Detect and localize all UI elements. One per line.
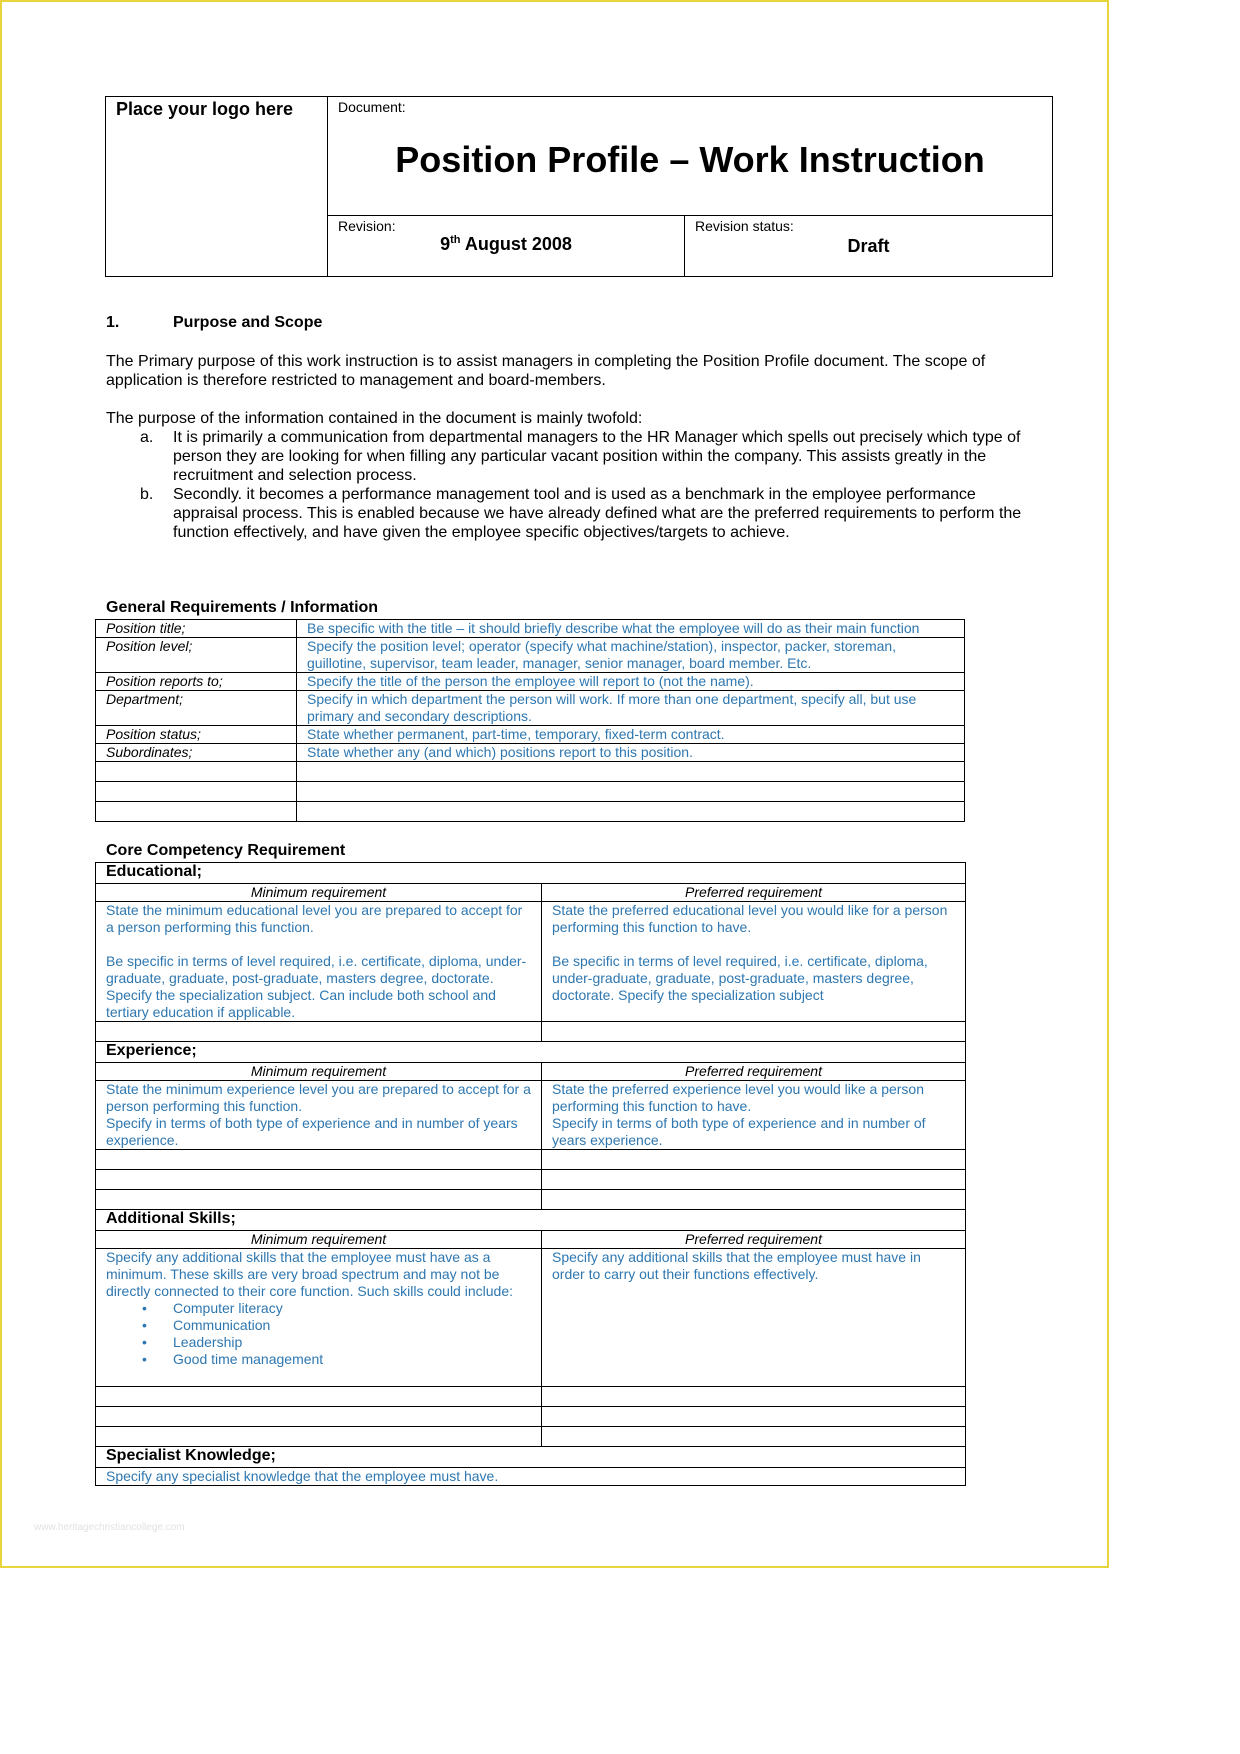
skill-item: • Good time management (173, 1351, 531, 1368)
preferred-requirement-header: Preferred requirement (542, 884, 966, 902)
table-row (96, 673, 965, 691)
section-row (96, 863, 966, 884)
educational-minimum (96, 902, 542, 1022)
preferred-requirement-header: Preferred requirement (542, 1231, 966, 1249)
revision-status-cell (685, 216, 1052, 276)
empty-row[interactable] (96, 1407, 966, 1427)
experience-minimum-detail: Specify in terms of both type of experience and in number of years experience. (106, 1115, 518, 1148)
revision-label: Revision: (338, 218, 396, 234)
list-item-text: It is primarily a communication from departmental managers to the HR Manager which spells out precisely which type of person they are looking for when filling any particular vacant position within the company. This assists greatly in the recruitment and selection process. (173, 429, 1021, 484)
revision-status-label: Revision status: (695, 218, 794, 234)
logo-placeholder-cell (106, 97, 328, 276)
core-competency-heading: Core Competency Requirement (106, 842, 346, 859)
table-row (96, 620, 965, 638)
empty-cell[interactable] (96, 1190, 542, 1210)
row-label: Department; (96, 691, 297, 726)
row-label: Position title; (96, 620, 297, 638)
skills-minimum (96, 1249, 542, 1387)
empty-cell[interactable] (297, 802, 965, 822)
experience-minimum-text: State the minimum experience level you are prepared to accept for a person performing this function. (106, 1081, 531, 1114)
skills-list (106, 1300, 531, 1368)
empty-row[interactable] (96, 1150, 966, 1170)
row-instruction: Specify in which department the person will work. If more than one department, specify all, but use primary and secondary descriptions. (297, 691, 965, 726)
table-row (96, 691, 965, 726)
row-label: Position level; (96, 638, 297, 673)
table-row (96, 638, 965, 673)
skill-item: • Leadership (173, 1334, 531, 1351)
table-row (96, 1468, 966, 1486)
document-header (105, 96, 1053, 277)
empty-row[interactable] (96, 802, 965, 822)
watermark: www.heritagechristiancollege.com (34, 1522, 185, 1533)
revision-day-suffix: th (450, 234, 461, 246)
row-label: Subordinates; (96, 744, 297, 762)
row-label: Position reports to; (96, 673, 297, 691)
document-cell (328, 97, 1052, 216)
empty-cell[interactable] (96, 1150, 542, 1170)
experience-heading: Experience; (96, 1042, 966, 1063)
preferred-requirement-header: Preferred requirement (542, 1063, 966, 1081)
educational-preferred (542, 902, 966, 1022)
empty-row[interactable] (96, 1170, 966, 1190)
empty-cell[interactable] (542, 1387, 966, 1407)
row-instruction: Specify the title of the person the employee will report to (not the name). (297, 673, 965, 691)
logo-placeholder: Place your logo here (116, 99, 294, 119)
row-instruction: Be specific with the title – it should briefly describe what the employee will do as their main function (297, 620, 965, 638)
empty-cell[interactable] (96, 1427, 542, 1447)
specialist-knowledge-text: Specify any specialist knowledge that the employee must have. (96, 1468, 966, 1486)
educational-preferred-detail: Be specific in terms of level required, i.e. certificate, diploma, under-graduate, graduate, post-graduate, masters degree, doctorate. Specify the specialization subject (552, 953, 928, 1003)
experience-preferred-text: State the preferred experience level you would like a person performing this function to have. (552, 1081, 924, 1114)
document-label: Document: (338, 99, 406, 115)
empty-row[interactable] (96, 782, 965, 802)
empty-cell[interactable] (96, 782, 297, 802)
revision-date (328, 234, 684, 255)
skill-item: • Communication (173, 1317, 531, 1334)
table-row (96, 744, 965, 762)
empty-cell[interactable] (542, 1170, 966, 1190)
general-requirements-table (95, 619, 965, 822)
row-instruction: State whether permanent, part-time, temporary, fixed-term contract. (297, 726, 965, 744)
column-header-row (96, 884, 966, 902)
column-header-row (96, 1231, 966, 1249)
row-instruction: Specify the position level; operator (specify what machine/station), inspector, packer, storeman, guillotine, supervisor, team leader, manager, senior manager, board member. Etc. (297, 638, 965, 673)
row-label: Position status; (96, 726, 297, 744)
general-requirements-heading: General Requirements / Information (106, 599, 379, 616)
skills-minimum-text: Specify any additional skills that the employee must have as a minimum. These skills are very broad spectrum and may not be directly connected to their core function. Such skills could include: (106, 1249, 513, 1299)
empty-cell[interactable] (96, 1407, 542, 1427)
section-title: Purpose and Scope (173, 314, 323, 331)
core-competency-table (95, 862, 966, 1486)
section-number: 1. (106, 314, 120, 331)
empty-row[interactable] (96, 762, 965, 782)
educational-minimum-text: State the minimum educational level you are prepared to accept for a person performing this function. (106, 902, 523, 935)
skills-preferred (542, 1249, 966, 1387)
revision-month-year: August 2008 (460, 234, 572, 254)
empty-row[interactable] (96, 1387, 966, 1407)
purpose-paragraph: The Primary purpose of this work instruction is to assist managers in completing the Position Profile document. The scope of application is therefore restricted to management and board-members. (106, 353, 986, 389)
empty-cell[interactable] (297, 782, 965, 802)
specialist-knowledge-heading: Specialist Knowledge; (96, 1447, 966, 1468)
empty-cell[interactable] (297, 762, 965, 782)
skill-item: • Computer literacy (173, 1300, 531, 1317)
document-title: Position Profile – Work Instruction (395, 139, 985, 180)
twofold-paragraph: The purpose of the information contained in the document is mainly twofold: (106, 410, 643, 427)
list-marker: b. (140, 486, 154, 503)
table-row (96, 1081, 966, 1150)
table-row (96, 902, 966, 1022)
additional-skills-heading: Additional Skills; (96, 1210, 966, 1231)
educational-minimum-detail: Be specific in terms of level required, i.e. certificate, diploma, under-graduate, graduate, post-graduate, masters degree, doctorate. Specify the specialization subject. Can include both school and tertiary education if applicable. (106, 953, 527, 1020)
minimum-requirement-header: Minimum requirement (96, 1063, 542, 1081)
list-marker: a. (140, 429, 154, 446)
empty-cell[interactable] (96, 802, 297, 822)
empty-cell[interactable] (542, 1407, 966, 1427)
empty-row[interactable] (96, 1022, 966, 1042)
revision-cell (328, 216, 685, 276)
minimum-requirement-header: Minimum requirement (96, 1231, 542, 1249)
empty-row[interactable] (96, 1190, 966, 1210)
section-row (96, 1447, 966, 1468)
list-item-text: Secondly. it becomes a performance management tool and is used as a benchmark in the employee performance appraisal process. This is enabled because we have already defined what are the preferred requirements to perform the function effectively, and have given the employee specific objectives/targets to achieve. (173, 486, 1022, 541)
empty-cell[interactable] (542, 1190, 966, 1210)
section-row (96, 1210, 966, 1231)
column-header-row (96, 1063, 966, 1081)
empty-cell[interactable] (96, 762, 297, 782)
empty-cell[interactable] (96, 1170, 542, 1190)
empty-row[interactable] (96, 1427, 966, 1447)
skills-preferred-text: Specify any additional skills that the employee must have in order to carry out their functions effectively. (552, 1249, 921, 1282)
minimum-requirement-header: Minimum requirement (96, 884, 542, 902)
experience-preferred-detail: Specify in terms of both type of experience and in number of years experience. (552, 1115, 926, 1148)
row-instruction: State whether any (and which) positions report to this position. (297, 744, 965, 762)
experience-preferred (542, 1081, 966, 1150)
revision-status-value: Draft (847, 236, 890, 256)
empty-cell[interactable] (96, 1022, 542, 1042)
revision-day: 9 (440, 234, 451, 254)
experience-minimum (96, 1081, 542, 1150)
empty-cell[interactable] (542, 1022, 966, 1042)
empty-cell[interactable] (542, 1427, 966, 1447)
empty-cell[interactable] (96, 1387, 542, 1407)
educational-heading: Educational; (96, 863, 966, 884)
section-row (96, 1042, 966, 1063)
educational-preferred-text: State the preferred educational level you would like for a person performing this function to have. (552, 902, 948, 935)
empty-cell[interactable] (542, 1150, 966, 1170)
table-row (96, 1249, 966, 1387)
table-row (96, 726, 965, 744)
